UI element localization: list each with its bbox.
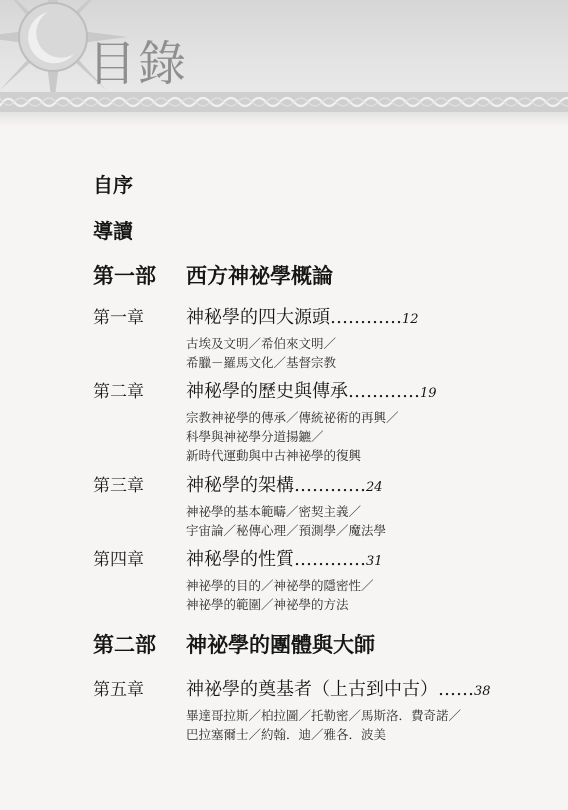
chapter-title: 神秘學的性質…………31 — [186, 549, 383, 570]
page-title: 目錄 — [88, 36, 189, 92]
chapter-topics — [186, 502, 546, 540]
topic-line: 巴拉塞爾士／約翰．迪／雅各．波美 — [186, 727, 387, 742]
chapter-topics — [186, 334, 546, 372]
chapter-title: 神秘學的架構…………24 — [186, 475, 383, 496]
chapter-number: 第三章 — [93, 476, 144, 496]
part-1-heading[interactable] — [93, 263, 333, 289]
chapter-topics — [186, 576, 546, 614]
chapter-topics — [186, 706, 546, 744]
part-number: 第二部 — [93, 633, 156, 657]
part-title-text: 神祕學的團體與大師 — [186, 633, 375, 657]
topic-line: 神祕學的基本範疇／密契主義／ — [186, 504, 362, 519]
chapter-number: 第二章 — [93, 382, 144, 402]
page-number: 38 — [474, 684, 491, 699]
part-title-text: 西方神祕學概論 — [186, 264, 333, 288]
leader-dots: ………… — [294, 475, 366, 496]
part-2-heading[interactable] — [93, 632, 375, 658]
leader-dots: ………… — [348, 381, 420, 402]
topic-line: 古埃及文明／希伯來文明／ — [186, 336, 337, 351]
chapter-topics — [186, 408, 546, 465]
topic-line: 新時代運動與中古神祕學的復興 — [186, 448, 362, 463]
page-number: 19 — [420, 386, 437, 401]
chapter-title: 神祕學的奠基者（上古到中古）……38 — [186, 679, 491, 700]
topic-line: 畢達哥拉斯／柏拉圖／托勒密／馬斯洛．費奇諾／ — [186, 708, 462, 723]
part-number: 第一部 — [93, 264, 156, 288]
topic-line: 神祕學的目的／神祕學的隱密性／ — [186, 578, 374, 593]
leader-dots: …… — [438, 679, 474, 700]
page-number: 31 — [366, 554, 383, 569]
topic-line: 科學與神祕學分道揚鑣／ — [186, 429, 324, 444]
chapter-number: 第五章 — [93, 680, 144, 700]
chapter-title: 神秘學的歷史與傳承…………19 — [186, 381, 437, 402]
topic-line: 宇宙論／秘傳心理／預測學／魔法學 — [186, 523, 387, 538]
leader-dots: ………… — [294, 549, 366, 570]
chapter-title: 神秘學的四大源頭…………12 — [186, 307, 419, 328]
topic-line: 希臘－羅馬文化／基督宗教 — [186, 355, 337, 370]
leader-dots: ………… — [330, 307, 402, 328]
topic-line: 神祕學的範圍／神祕學的方法 — [186, 597, 349, 612]
chapter-number: 第四章 — [93, 550, 144, 570]
introduction-entry[interactable]: 導讀 — [93, 219, 133, 243]
chapter-number: 第一章 — [93, 308, 144, 328]
preface-entry[interactable]: 自序 — [93, 173, 133, 197]
page-number: 24 — [366, 480, 383, 495]
page-number: 12 — [402, 312, 419, 327]
topic-line: 宗教神祕學的傳承／傳統祕術的再興／ — [186, 410, 399, 425]
